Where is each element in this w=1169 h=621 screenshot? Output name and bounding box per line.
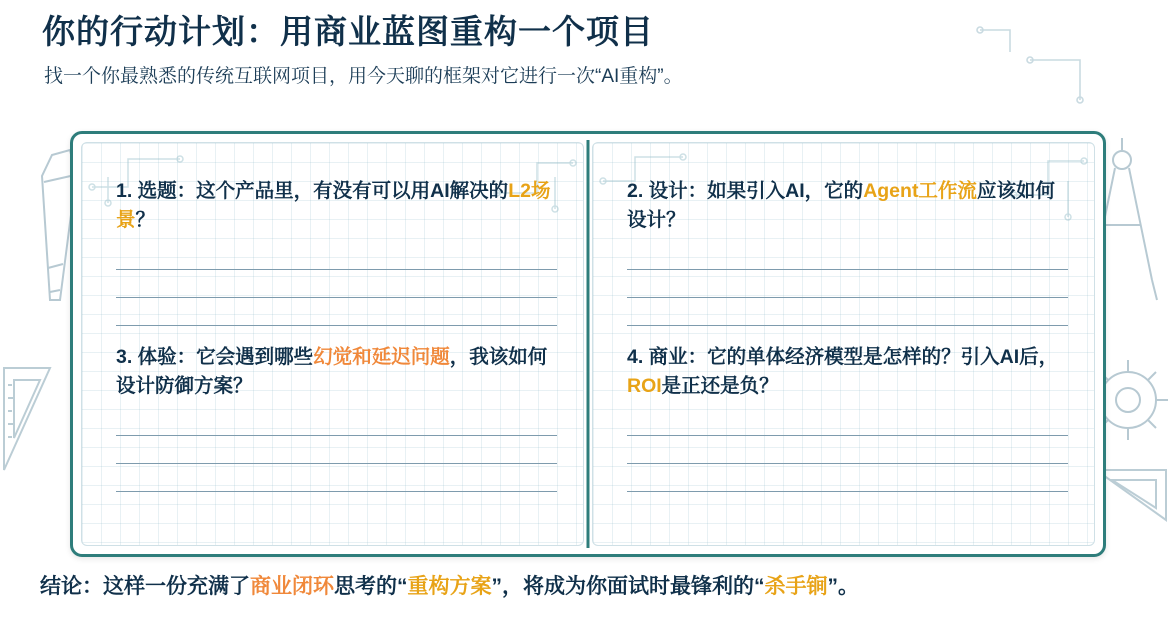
notebook-item-2	[627, 177, 1068, 326]
notebook-item-4-lines[interactable]	[627, 408, 1068, 492]
writing-line[interactable]	[116, 436, 557, 464]
notebook-item-2-text: 2. 设计：如果引入AI，它的Agent工作流应该如何设计？	[627, 180, 1055, 232]
writing-line[interactable]	[627, 408, 1068, 436]
notebook-item-1	[116, 177, 557, 326]
writing-line[interactable]	[116, 464, 557, 492]
writing-line[interactable]	[627, 242, 1068, 270]
notebook-item-3	[116, 343, 557, 492]
writing-line[interactable]	[116, 408, 557, 436]
notebook	[70, 131, 1106, 557]
page-title: 你的行动计划：用商业蓝图重构一个项目	[42, 13, 654, 50]
notebook-item-1-text: 1. 选题：这个产品里，有没有可以用AI解决的L2场景？	[116, 180, 551, 232]
writing-line[interactable]	[627, 464, 1068, 492]
writing-line[interactable]	[627, 270, 1068, 298]
notebook-item-4-text: 4. 商业：它的单体经济模型是怎样的？引入AI后，ROI是正还是负？	[627, 346, 1059, 398]
writing-line[interactable]	[627, 436, 1068, 464]
writing-line[interactable]	[627, 298, 1068, 326]
notebook-item-1-lines[interactable]	[116, 242, 557, 326]
conclusion-text: 结论：这样一份充满了商业闭环思考的“重构方案”，将成为你面试时最锋利的“杀手锏”。	[40, 575, 859, 598]
header	[42, 10, 683, 88]
writing-line[interactable]	[116, 270, 557, 298]
writing-line[interactable]	[116, 242, 557, 270]
notebook-item-3-text: 3. 体验：它会遇到哪些幻觉和延迟问题，我该如何设计防御方案？	[116, 346, 548, 398]
notebook-page-right	[592, 142, 1095, 546]
notebook-spine	[587, 140, 590, 548]
page-subtitle: 找一个你最熟悉的传统互联网项目，用今天聊的框架对它进行一次“AI重构”。	[44, 65, 683, 87]
notebook-page-left	[81, 142, 584, 546]
notebook-item-4	[627, 343, 1068, 492]
notebook-item-2-lines[interactable]	[627, 242, 1068, 326]
notebook-item-3-lines[interactable]	[116, 408, 557, 492]
writing-line[interactable]	[116, 298, 557, 326]
